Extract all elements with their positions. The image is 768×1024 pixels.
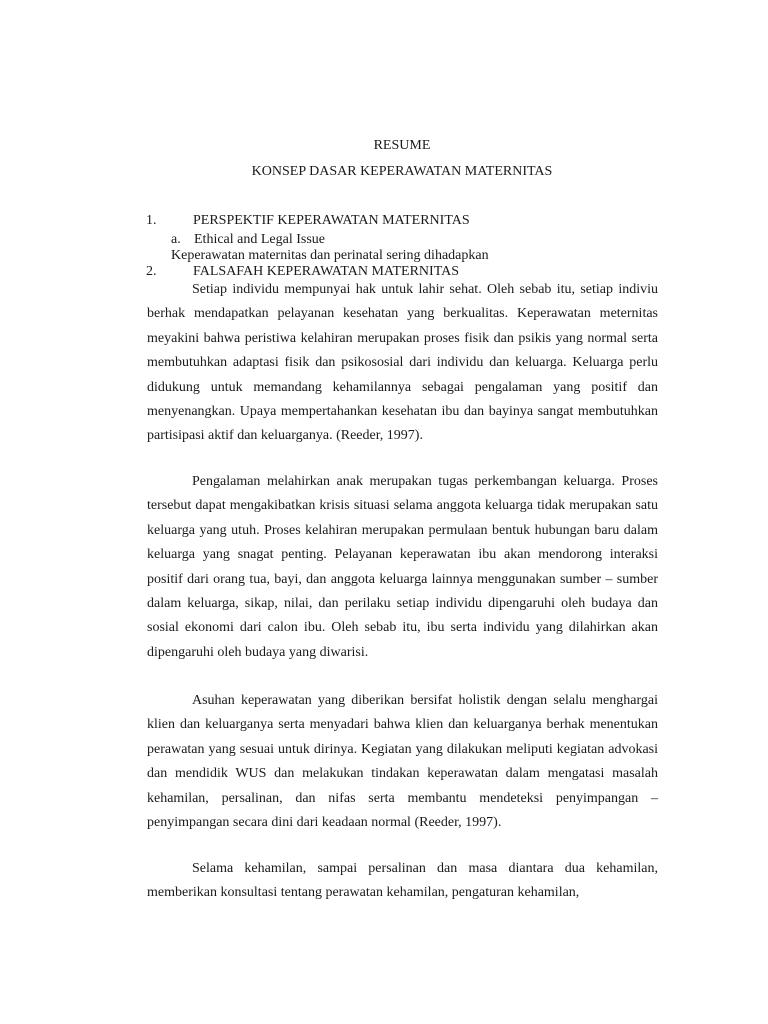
paragraph: Asuhan keperawatan yang diberikan bersifat holistik dengan selalu menghargai klien dan keluarganya serta menyadari bahwa klien dan keluarganya berhak menentukan perawatan yang sesuai untuk dirinya. Kegiatan yang dilakukan meliputi kegiatan advokasi dan mendidik WUS dan melakukan tindakan keperawatan dalam mengatasi masalah kehamilan, persalinan, dan nifas serta membantu mendeteksi penyimpangan – penyimpangan secara dini dari keadaan normal (Reeder, 1997). — [147, 693, 658, 831]
section-title: PERSPEKTIF KEPERAWATAN MATERNITAS — [193, 213, 470, 228]
paragraph: Pengalaman melahirkan anak merupakan tugas perkembangan keluarga. Proses tersebut dapat mengakibatkan krisis situasi selama anggota keluarga tidak merupakan satu keluarga yang utuh. Proses kelahiran merupakan permulaan bentuk hubungan baru dalam keluarga yang snagat penting. Pelayanan keperawatan ibu akan mendorong interaksi positif dari orang tua, bayi, dan anggota keluarga lainnya menggunakan sumber – sumber dalam keluarga, sikap, nilai, dan perilaku setiap individu dipengaruhi oleh budaya dan sosial ekonomi dari calon ibu. Oleh sebab itu, ibu serta individu yang dilahirkan akan dipengaruhi oleh budaya yang diwarisi. — [147, 474, 658, 660]
section-number: 1. — [146, 213, 157, 228]
document-title: RESUME — [373, 138, 431, 153]
section-title: FALSAFAH KEPERAWATAN MATERNITAS — [193, 264, 460, 279]
subsection-a-letter: a. — [171, 232, 181, 247]
subsection-a-text: Keperawatan maternitas dan perinatal sering dihadapkan — [171, 248, 489, 263]
paragraph: Selama kehamilan, sampai persalinan dan masa diantara dua kehamilan, memberikan konsultasi tentang perawatan kehamilan, pengaturan kehamilan, — [147, 861, 658, 901]
section-number: 2. — [146, 264, 157, 279]
paragraph: Setiap individu mempunyai hak untuk lahir sehat. Oleh sebab itu, setiap indiviu berhak mendapatkan pelayanan kesehatan yang berkualitas. Keperawatan meternitas meyakini bahwa peristiwa kelahiran merupakan proses fisik dan psikis yang normal serta membutuhkan adaptasi fisik dan psikososial dari individu dan keluarga. Keluarga perlu didukung untuk memandang kehamilannya sebagai pengalaman yang positif dan menyenangkan. Upaya mempertahankan kesehatan ibu dan bayinya sangat membutuhkan partisipasi aktif dan keluarganya. (Reeder, 1997). — [147, 282, 658, 444]
subsection-a-heading: Ethical and Legal Issue — [194, 232, 326, 247]
document-subtitle: KONSEP DASAR KEPERAWATAN MATERNITAS — [251, 164, 553, 179]
